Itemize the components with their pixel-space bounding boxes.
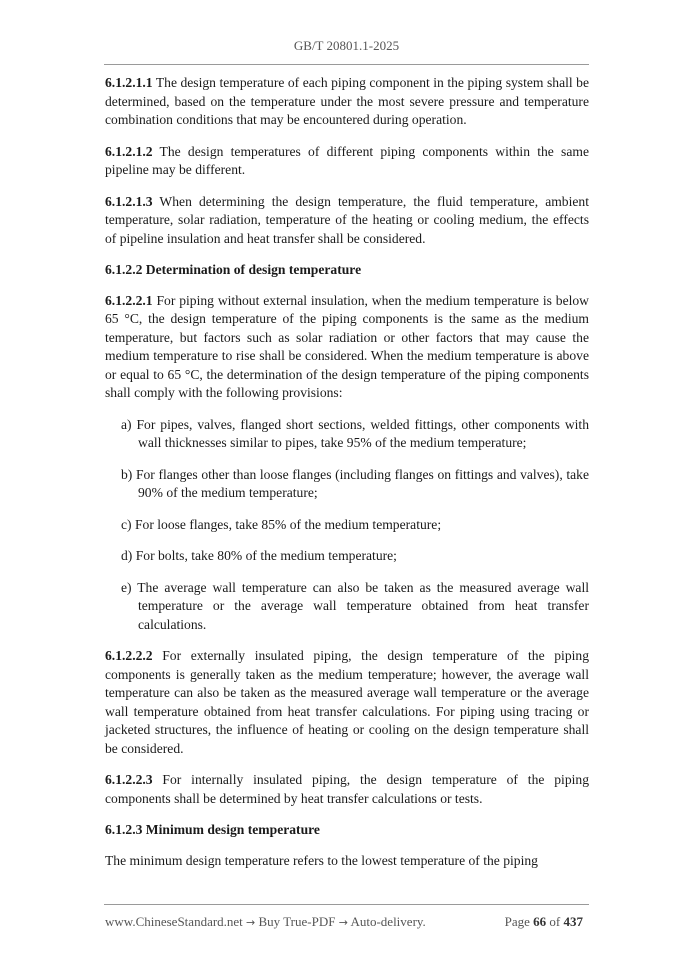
clause-number: 6.1.2.1.3	[105, 193, 153, 209]
header-divider	[104, 64, 589, 65]
list-item-a: a) For pipes, valves, flanged short sections, welded fittings, other components with wall thicknesses similar to pipes, take 95% of the medium temperature;	[121, 416, 589, 450]
site-link[interactable]: www.ChineseStandard.net	[105, 914, 243, 929]
clause-text: For piping without external insulation, when the medium temperature is below 65 °C, the design temperature of the piping components is the same as the medium temperature, but factors such as solar radiation or other factors that may cause the medium temperature to rise shall be considered. When the medium temperature is above or equal to 65 °C, the determination of the design temperature of the piping components shall comply with the following provisions:	[105, 292, 589, 400]
list-item-c: c) For loose flanges, take 85% of the medium temperature;	[121, 516, 442, 532]
standard-code-header: GB/T 20801.1-2025	[293, 38, 400, 53]
clause-6-1-2-2-2	[105, 647, 589, 758]
clause-text: The design temperature of each piping component in the piping system shall be determined, based on the temperature under the most severe pressure and temperature combination conditions that may be encountered during operation.	[105, 75, 589, 127]
arrow-right-icon: →	[246, 916, 256, 929]
clause-6-1-2-1-3	[105, 193, 589, 249]
page-total: 437	[563, 914, 583, 929]
provisions-list	[105, 416, 589, 635]
clause-number: 6.1.2.2.3	[105, 772, 153, 787]
of-label: of	[549, 914, 561, 929]
clause-text: When determining the design temperature, the fluid temperature, ambient temperature, solar radiation, temperature of the heating or cooling medium, the effects of pipeline insulation and heat transfer shall be considered.	[105, 193, 589, 246]
footer-links	[105, 914, 426, 930]
buy-pdf-text: Buy True-PDF	[255, 914, 339, 929]
list-item-e: e) The average wall temperature can also be taken as the measured average wall temperature or the average wall temperature obtained from heat transfer calculations.	[121, 579, 589, 632]
clause-6-1-2-2-1	[105, 292, 589, 403]
clause-text: For internally insulated piping, the design temperature of the piping components shall be determined by heat transfer calculations or tests.	[105, 772, 589, 806]
auto-delivery-text: Auto-delivery.	[347, 914, 426, 929]
page-content	[105, 74, 589, 883]
section-heading-6-1-2-2: 6.1.2.2 Determination of design temperature	[105, 262, 362, 277]
clause-number: 6.1.2.1.1	[105, 75, 153, 90]
page-current: 66	[533, 914, 547, 929]
list-item-d: d) For bolts, take 80% of the medium temperature;	[121, 548, 397, 563]
section-heading-6-1-2-3: 6.1.2.3 Minimum design temperature	[105, 822, 320, 837]
footer-divider	[104, 904, 589, 905]
clause-number: 6.1.2.2.2	[105, 648, 153, 663]
clause-6-1-2-1-1	[105, 74, 589, 130]
clause-text: The design temperatures of different piping components within the same pipeline may be different.	[105, 143, 589, 177]
list-item-b: b) For flanges other than loose flanges (including flanges on fittings and valves), take 90% of the medium temperature;	[121, 466, 589, 500]
arrow-right-icon: →	[338, 916, 348, 929]
clause-6-1-2-2-3	[105, 771, 589, 808]
clause-number: 6.1.2.1.2	[105, 143, 153, 159]
paragraph-minimum-design-temperature: The minimum design temperature refers to the lowest temperature of the piping	[105, 852, 538, 868]
page-label: Page	[504, 914, 530, 929]
clause-text: For externally insulated piping, the design temperature of the piping components is generally taken as the medium temperature; however, the average wall temperature can also be taken as the measured average wall temperature or the average wall temperature obtained from heat transfer calculations. For piping using tracing or jacketed structures, the influence of heating or cooling on the design temperature shall be considered.	[105, 648, 589, 756]
page-number	[505, 914, 583, 930]
clause-6-1-2-1-2	[105, 143, 589, 180]
clause-number: 6.1.2.2.1	[105, 292, 153, 308]
